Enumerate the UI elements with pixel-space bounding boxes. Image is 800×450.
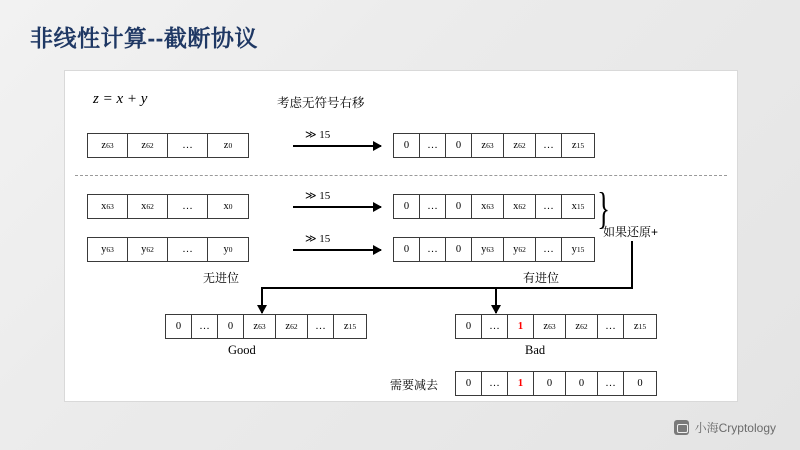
bit-cell: z 15 [343,321,357,332]
bit-cell: 0 [446,195,472,218]
bit-cell: z 62 [276,315,308,338]
bit-cell: 0 [394,134,420,157]
section-divider [75,175,727,176]
bit-cell: x 62 [504,195,536,218]
bit-cell: 1 [508,372,534,395]
bit-cell: x 62 [128,195,168,218]
bit-cell: … [598,372,624,395]
bit-cell: … [420,134,446,157]
bit-cell: 0 [446,238,472,261]
bit-cell: 1 [508,315,534,338]
bitrow-z-output [393,133,595,158]
bit-cell: z 62 [504,134,536,157]
connector-horizontal [261,287,633,289]
bitrow-z-input [87,133,249,158]
bit-cell: z 63 [88,134,128,157]
bit-cell: z 63 [472,134,504,157]
bit-cell: x 63 [88,195,128,218]
bit-cell: … [168,238,208,261]
bit-cell: … [536,134,562,157]
bitrow-bad [455,314,657,339]
footer-brand [674,419,776,436]
bit-cell: 0 [166,315,192,338]
bit-cell: z 15 [571,140,585,151]
brand-name: 小海Cryptology [694,421,776,435]
bit-cell: x 63 [472,195,504,218]
diagram-panel [64,70,738,402]
bit-cell: … [168,195,208,218]
arrow-shift-x [293,206,381,208]
bit-cell: y 63 [88,238,128,261]
bit-cell: 0 [456,315,482,338]
arrow-shift-y [293,249,381,251]
bitrow-subtract [455,371,657,396]
label-good: Good [228,343,256,357]
connector-down-bad [495,287,497,313]
bit-cell: … [420,195,446,218]
bit-cell: … [192,315,218,338]
bit-cell: x 0 [223,201,233,212]
bit-cell: 0 [218,315,244,338]
bitrow-y-input [87,237,249,262]
bit-cell: x 15 [571,201,585,212]
bit-cell: y 0 [223,244,233,255]
bit-cell: z 63 [534,315,566,338]
brace-bracket: } [597,184,610,233]
bit-cell: z 0 [223,140,233,151]
bitrow-good [165,314,367,339]
brand-logo-icon [674,420,689,435]
shift-label-z: ≫ 15 [305,129,331,141]
bit-cell: 0 [394,195,420,218]
bit-cell: z 63 [244,315,276,338]
label-no-carry: 无进位 [203,271,240,285]
bit-cell: y 15 [571,244,585,255]
bit-cell: y 63 [472,238,504,261]
page-title: 非线性计算--截断协议 [30,25,258,51]
label-bad: Bad [525,343,546,357]
bit-cell: … [420,238,446,261]
bitrow-x-input [87,194,249,219]
bit-cell: … [308,315,334,338]
bit-cell: … [482,372,508,395]
bit-cell: z 62 [566,315,598,338]
bit-cell: … [536,195,562,218]
bit-cell: 0 [446,134,472,157]
bit-cell: z 62 [128,134,168,157]
label-carry: 有进位 [523,271,560,285]
bit-cell: 0 [637,378,643,389]
bitrow-y-output [393,237,595,262]
bit-cell: y 62 [504,238,536,261]
bit-cell: … [168,134,208,157]
bit-cell: … [482,315,508,338]
bit-cell: 0 [534,372,566,395]
equation-z: z = x + y [93,91,148,107]
bit-cell: 0 [566,372,598,395]
bit-cell: … [536,238,562,261]
shift-label-x: ≫ 15 [305,190,331,202]
bit-cell: y 62 [128,238,168,261]
shift-label-y: ≫ 15 [305,233,331,245]
bitrow-x-output [393,194,595,219]
bit-cell: z 15 [633,321,647,332]
connector-down-good [261,287,263,313]
bit-cell: 0 [394,238,420,261]
bit-cell: 0 [456,372,482,395]
arrow-shift-z [293,145,381,147]
bit-cell: … [598,315,624,338]
label-subtract: 需要减去 [390,378,439,392]
label-restore: 如果还原+ [603,225,659,239]
note-unsigned-shift: 考虑无符号右移 [277,96,365,110]
connector-vertical-main [631,241,633,289]
